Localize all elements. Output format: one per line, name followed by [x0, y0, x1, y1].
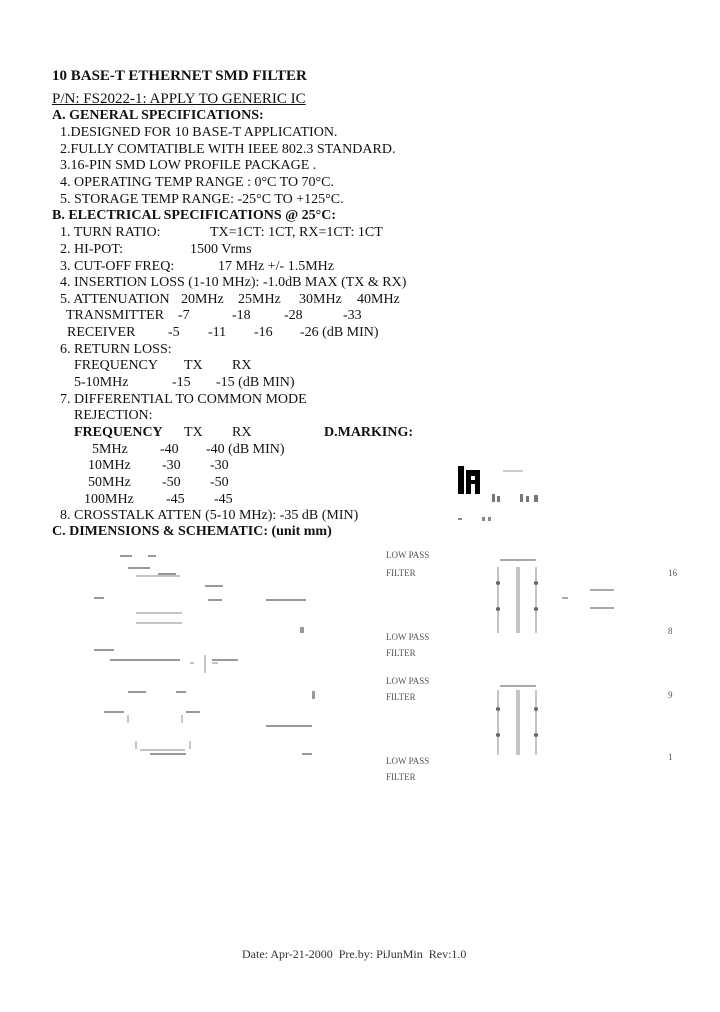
differential-freq-header: FREQUENCY	[74, 425, 163, 440]
atten-freq-30: 30MHz	[299, 292, 342, 307]
pin-label: 16	[668, 568, 677, 578]
dimension-drawing	[0, 545, 720, 775]
general-item-2: 2.FULLY COMTATIBLE WITH IEEE 802.3 STANDARD.	[60, 142, 396, 157]
return-loss-tx-header: TX	[184, 358, 203, 373]
receiver-label: RECEIVER	[67, 325, 136, 340]
receiver-25: -11	[208, 325, 227, 340]
transmitter-label: TRANSMITTER	[66, 308, 164, 323]
low-pass-label: LOW PASS	[386, 550, 430, 560]
return-loss-rx: -15 (dB MIN)	[216, 375, 295, 390]
footer-info: Date: Apr-21-2000 Pre.by: PiJunMin Rev:1.0	[242, 947, 467, 961]
general-item-4: 4. OPERATING TEMP RANGE : 0°C TO 70°C.	[60, 175, 334, 190]
receiver-30: -16	[254, 325, 273, 340]
dimensions-heading: C. DIMENSIONS & SCHEMATIC: (unit mm)	[52, 524, 332, 539]
filter-label: FILTER	[386, 568, 416, 578]
diff-row-rx: -40 (dB MIN)	[206, 442, 285, 457]
attenuation-label: 5. ATTENUATION	[60, 292, 170, 307]
electrical-heading: B. ELECTRICAL SPECIFICATIONS @ 25°C:	[52, 208, 337, 223]
pin-label: 1	[668, 752, 673, 762]
diff-row-tx: -50	[162, 475, 181, 490]
insertion-loss: 4. INSERTION LOSS (1-10 MHz): -1.0dB MAX (TX & RX)	[60, 275, 407, 290]
diff-row-tx: -40	[160, 442, 179, 457]
pin-label: 8	[668, 626, 673, 636]
part-number: P/N: FS2022-1: APPLY TO GENERIC IC	[52, 91, 306, 107]
differential-tx-header: TX	[184, 425, 203, 440]
diff-row-rx: -30	[210, 458, 229, 473]
turn-ratio-label: 1. TURN RATIO:	[60, 225, 161, 240]
return-loss-rx-header: RX	[232, 358, 252, 373]
diff-row-freq: 10MHz	[88, 458, 131, 473]
return-loss-tx: -15	[172, 375, 191, 390]
diff-row-tx: -45	[166, 492, 185, 507]
return-loss-freq: 5-10MHz	[74, 375, 129, 390]
general-item-5: 5. STORAGE TEMP RANGE: -25°C TO +125°C.	[60, 192, 344, 207]
return-loss-freq-header: FREQUENCY	[74, 358, 159, 373]
atten-freq-40: 40MHz	[357, 292, 400, 307]
diff-row-freq: 100MHz	[84, 492, 134, 507]
cutoff-label: 3. CUT-OFF FREQ:	[60, 259, 175, 274]
hipot-value: 1500 Vrms	[190, 242, 252, 257]
differential-rx-header: RX	[232, 425, 252, 440]
atten-freq-25: 25MHz	[238, 292, 281, 307]
differential-label: 7. DIFFERENTIAL TO COMMON MODE	[60, 392, 307, 407]
transmitter-30: -28	[284, 308, 303, 323]
general-item-1: 1.DESIGNED FOR 10 BASE-T APPLICATION.	[60, 125, 338, 140]
cutoff-value: 17 MHz +/- 1.5MHz	[218, 259, 334, 274]
low-pass-label: LOW PASS	[386, 632, 430, 642]
low-pass-label: LOW PASS	[386, 756, 430, 766]
receiver-20: -5	[168, 325, 180, 340]
differential-sub: REJECTION:	[74, 408, 153, 423]
crosstalk: 8. CROSSTALK ATTEN (5-10 MHz): -35 dB (MIN)	[60, 508, 359, 523]
marking-heading: D.MARKING:	[324, 425, 414, 440]
diff-row-rx: -45	[214, 492, 233, 507]
filter-label: FILTER	[386, 772, 416, 782]
filter-label: FILTER	[386, 692, 416, 702]
low-pass-label: LOW PASS	[386, 676, 430, 686]
general-heading: A. GENERAL SPECIFICATIONS:	[52, 108, 264, 123]
return-loss-label: 6. RETURN LOSS:	[60, 342, 172, 357]
general-item-3: 3.16-PIN SMD LOW PROFILE PACKAGE .	[60, 158, 317, 173]
turn-ratio-value: TX=1CT: 1CT, RX=1CT: 1CT	[210, 225, 383, 240]
diff-row-rx: -50	[210, 475, 229, 490]
diff-row-freq: 50MHz	[88, 475, 131, 490]
document-title: 10 BASE-T ETHERNET SMD FILTER	[52, 68, 307, 84]
hipot-label: 2. HI-POT:	[60, 242, 124, 257]
transmitter-25: -18	[232, 308, 251, 323]
receiver-40: -26 (dB MIN)	[300, 325, 379, 340]
manufacturer-logo	[458, 466, 558, 533]
transmitter-40: -33	[343, 308, 362, 323]
filter-label: FILTER	[386, 648, 416, 658]
transmitter-20: -7	[178, 308, 190, 323]
pin-label: 9	[668, 690, 673, 700]
diff-row-tx: -30	[162, 458, 181, 473]
diff-row-freq: 5MHz	[92, 442, 128, 457]
atten-freq-20: 20MHz	[181, 292, 224, 307]
